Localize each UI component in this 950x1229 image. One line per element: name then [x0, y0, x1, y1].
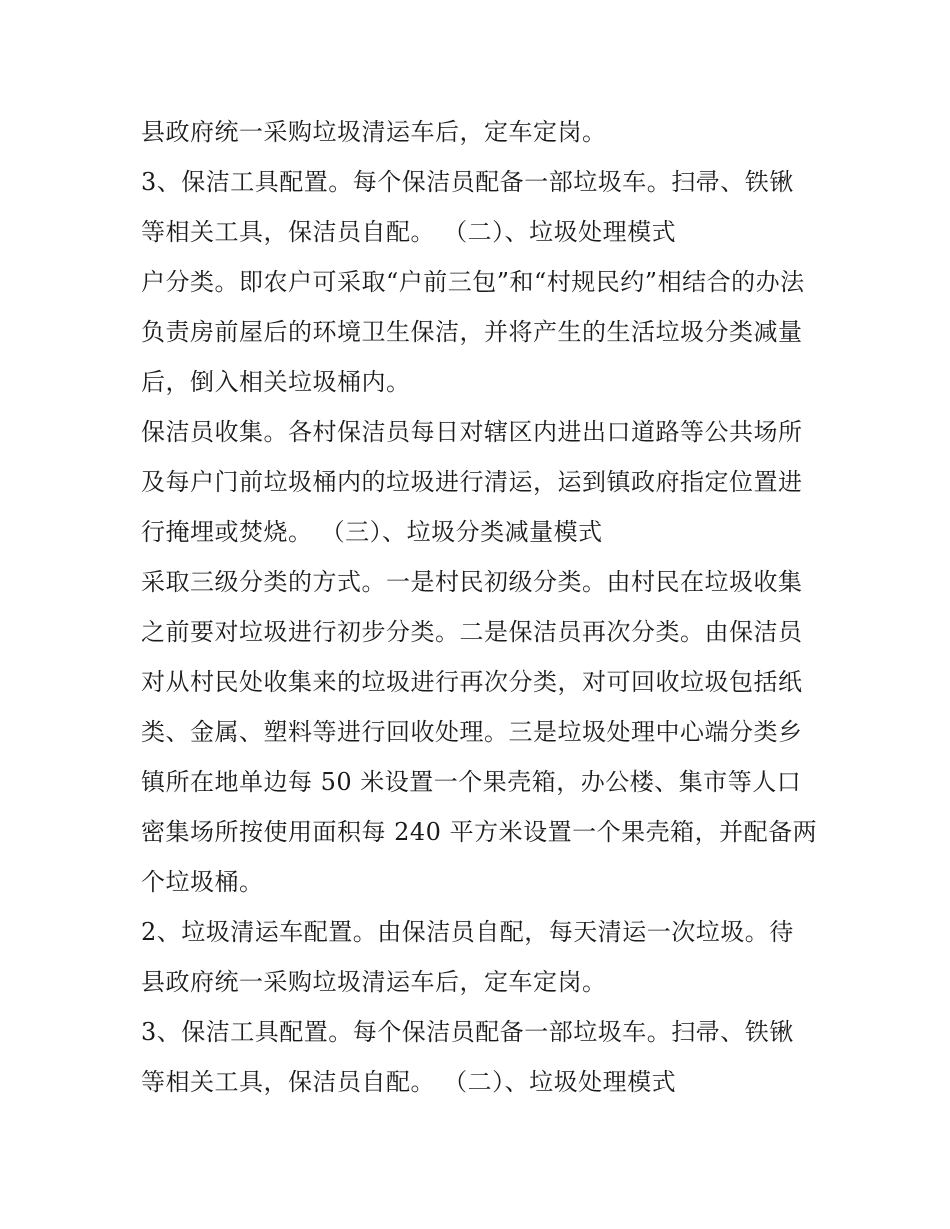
text-line: 密集场所按使用面积每 240 平方米设置一个果壳箱，并配备两: [141, 818, 818, 846]
text-line: 县政府统一采购垃圾清运车后，定车定岗。: [141, 968, 607, 996]
text-line: 后，倒入相关垃圾桶内。: [141, 368, 411, 396]
text-line: 个垃圾桶。: [141, 868, 264, 896]
text-line: 县政府统一采购垃圾清运车后，定车定岗。: [141, 118, 607, 146]
text-line: 等相关工具，保洁员自配。 （二）、垃圾处理模式: [141, 1068, 677, 1096]
text-line: 3、保洁工具配置。每个保洁员配备一部垃圾车。扫帚、铁锹: [141, 168, 794, 196]
text-line: 负责房前屋后的环境卫生保洁，并将产生的生活垃圾分类减量: [141, 318, 803, 346]
text-line: 行掩埋或焚烧。 （三）、垃圾分类减量模式: [141, 518, 603, 546]
text-line: 等相关工具，保洁员自配。 （二）、垃圾处理模式: [141, 218, 677, 246]
document-body: [141, 107, 841, 1107]
text-line: 之前要对垃圾进行初步分类。二是保洁员再次分类。由保洁员: [141, 618, 803, 646]
text-line: 户分类。即农户可采取“户前三包”和“村规民约”相结合的办法: [141, 268, 805, 296]
text-line: 采取三级分类的方式。一是村民初级分类。由村民在垃圾收集: [141, 568, 803, 596]
text-line: 保洁员收集。各村保洁员每日对辖区内进出口道路等公共场所: [141, 418, 803, 446]
text-line: 镇所在地单边每 50 米设置一个果壳箱，办公楼、集市等人口: [141, 768, 802, 796]
text-line: 及每户门前垃圾桶内的垃圾进行清运，运到镇政府指定位置进: [141, 468, 803, 496]
text-line: 2、垃圾清运车配置。由保洁员自配，每天清运一次垃圾。待: [141, 918, 794, 946]
text-line: 对从村民处收集来的垃圾进行再次分类，对可回收垃圾包括纸: [141, 668, 803, 696]
text-line: 类、金属、塑料等进行回收处理。三是垃圾处理中心端分类乡: [141, 718, 803, 746]
text-line: 3、保洁工具配置。每个保洁员配备一部垃圾车。扫帚、铁锹: [141, 1018, 794, 1046]
